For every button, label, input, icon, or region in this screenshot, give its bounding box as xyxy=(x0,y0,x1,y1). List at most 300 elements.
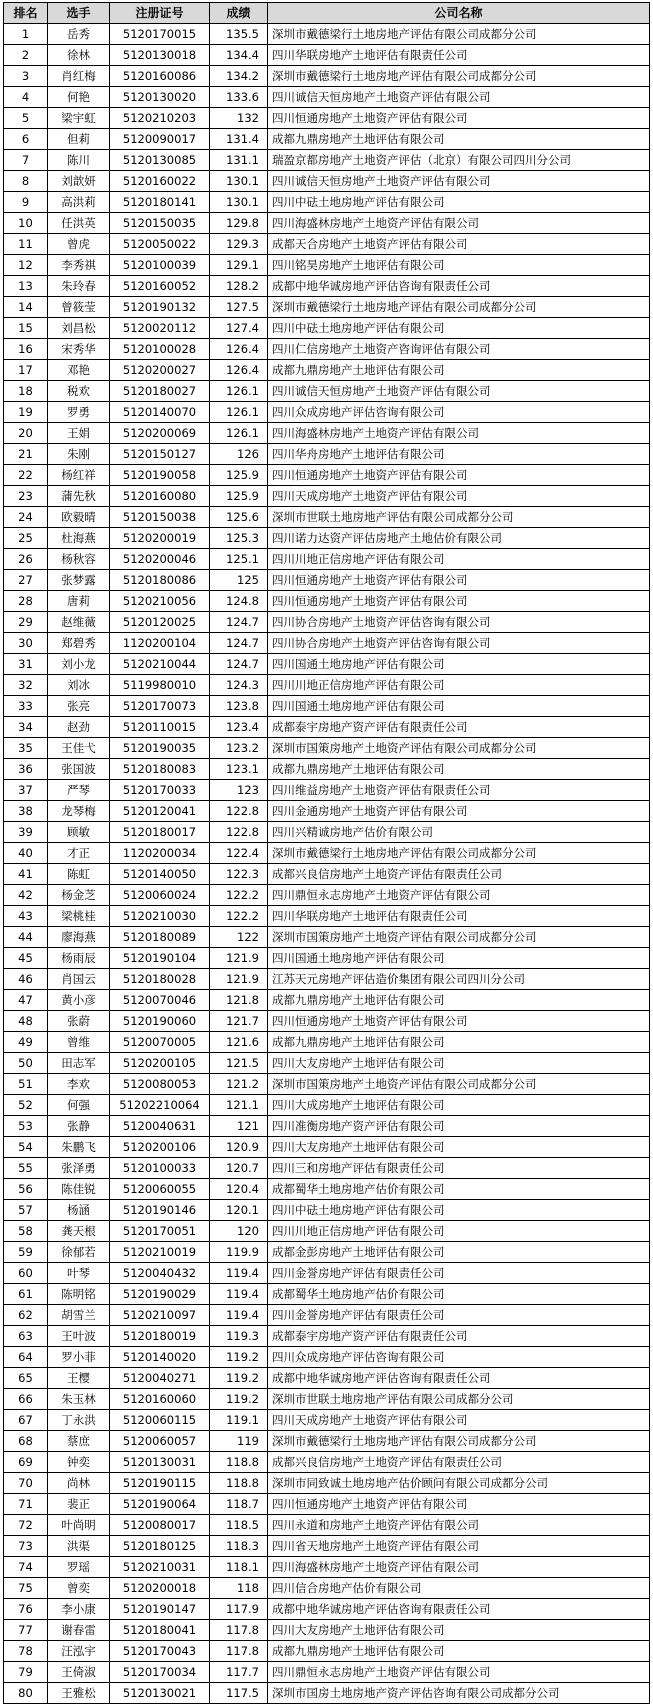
table-row xyxy=(4,1158,650,1179)
rank-cell: 54 xyxy=(4,1137,48,1158)
contestant-cell: 罗勇 xyxy=(48,402,110,423)
table-row xyxy=(4,381,650,402)
score-cell: 134.2 xyxy=(210,66,268,87)
rank-cell: 72 xyxy=(4,1515,48,1536)
contestant-cell: 张国波 xyxy=(48,759,110,780)
registration-number-cell: 5120210030 xyxy=(110,906,210,927)
score-cell: 130.1 xyxy=(210,171,268,192)
table-row xyxy=(4,1578,650,1599)
registration-number-cell: 5120130085 xyxy=(110,150,210,171)
score-cell: 128.2 xyxy=(210,276,268,297)
rank-cell: 10 xyxy=(4,213,48,234)
score-cell: 122.8 xyxy=(210,801,268,822)
table-row xyxy=(4,1011,650,1032)
company-name-cell: 四川鼎恒永志房地产土地资产评估有限公司 xyxy=(268,1662,650,1683)
company-name-cell: 四川川地正信房地产评估有限公司 xyxy=(268,1221,650,1242)
registration-number-cell: 5120160022 xyxy=(110,171,210,192)
table-row xyxy=(4,528,650,549)
table-row xyxy=(4,843,650,864)
contestant-cell: 曾虎 xyxy=(48,234,110,255)
company-name-cell: 成都泰宇房地产资产评估有限责任公司 xyxy=(268,1326,650,1347)
table-row xyxy=(4,927,650,948)
registration-number-cell: 5120200018 xyxy=(110,1578,210,1599)
contestant-cell: 张蔚 xyxy=(48,1011,110,1032)
registration-number-cell: 5120180083 xyxy=(110,759,210,780)
table-row xyxy=(4,1452,650,1473)
company-name-cell: 四川信合房地产估价有限公司 xyxy=(268,1578,650,1599)
score-cell: 126 xyxy=(210,444,268,465)
score-cell: 123.4 xyxy=(210,717,268,738)
score-cell: 126.4 xyxy=(210,360,268,381)
score-cell: 126.1 xyxy=(210,402,268,423)
rank-cell: 50 xyxy=(4,1053,48,1074)
table-row xyxy=(4,444,650,465)
rank-cell: 17 xyxy=(4,360,48,381)
score-cell: 121.1 xyxy=(210,1095,268,1116)
table-row xyxy=(4,633,650,654)
score-cell: 121.6 xyxy=(210,1032,268,1053)
rank-cell: 58 xyxy=(4,1221,48,1242)
score-cell: 135.5 xyxy=(210,24,268,45)
registration-number-cell: 5120190058 xyxy=(110,465,210,486)
table-row xyxy=(4,276,650,297)
score-cell: 119.9 xyxy=(210,1242,268,1263)
rank-cell: 31 xyxy=(4,654,48,675)
contestant-cell: 丁永洪 xyxy=(48,1410,110,1431)
contestant-cell: 杨金芝 xyxy=(48,885,110,906)
rank-cell: 63 xyxy=(4,1326,48,1347)
table-row xyxy=(4,486,650,507)
contestant-cell: 刘小龙 xyxy=(48,654,110,675)
score-cell: 124.8 xyxy=(210,591,268,612)
contestant-cell: 顾敏 xyxy=(48,822,110,843)
company-name-cell: 四川金誉房地产评估有限责任公司 xyxy=(268,1263,650,1284)
contestant-cell: 陈虹 xyxy=(48,864,110,885)
rank-cell: 59 xyxy=(4,1242,48,1263)
registration-number-cell: 5120040432 xyxy=(110,1263,210,1284)
contestant-cell: 龙琴梅 xyxy=(48,801,110,822)
contestant-cell: 朱鹏飞 xyxy=(48,1137,110,1158)
company-name-cell: 深圳市国策房地产土地资产评估有限公司成都分公司 xyxy=(268,1074,650,1095)
score-cell: 121.9 xyxy=(210,948,268,969)
contestant-cell: 唐莉 xyxy=(48,591,110,612)
table-row xyxy=(4,297,650,318)
table-row xyxy=(4,1200,650,1221)
company-name-cell: 四川中砝土地房地产评估有限公司 xyxy=(268,192,650,213)
registration-number-cell: 5120150038 xyxy=(110,507,210,528)
rank-cell: 41 xyxy=(4,864,48,885)
table-row xyxy=(4,990,650,1011)
company-name-cell: 四川恒通房地产土地资产评估有限公司 xyxy=(268,465,650,486)
registration-number-cell: 5120170073 xyxy=(110,696,210,717)
registration-number-cell: 5120160086 xyxy=(110,66,210,87)
header-rank: 排名 xyxy=(4,3,48,24)
contestant-cell: 尚林 xyxy=(48,1473,110,1494)
rank-cell: 18 xyxy=(4,381,48,402)
registration-number-cell: 5120090017 xyxy=(110,129,210,150)
rank-cell: 14 xyxy=(4,297,48,318)
table-row xyxy=(4,1536,650,1557)
registration-number-cell: 5120190035 xyxy=(110,738,210,759)
contestant-cell: 陈川 xyxy=(48,150,110,171)
company-name-cell: 成都金彭房地产土地评估有限公司 xyxy=(268,1242,650,1263)
company-name-cell: 四川金誉房地产评估有限责任公司 xyxy=(268,1305,650,1326)
rank-cell: 32 xyxy=(4,675,48,696)
registration-number-cell: 5120190060 xyxy=(110,1011,210,1032)
company-name-cell: 四川国通土地房地产评估有限公司 xyxy=(268,696,650,717)
table-body xyxy=(4,24,650,1704)
registration-number-cell: 1120200034 xyxy=(110,843,210,864)
contestant-cell: 赵维薇 xyxy=(48,612,110,633)
contestant-cell: 任洪英 xyxy=(48,213,110,234)
contestant-cell: 蔡庶 xyxy=(48,1431,110,1452)
registration-number-cell: 5120080053 xyxy=(110,1074,210,1095)
rank-cell: 69 xyxy=(4,1452,48,1473)
score-cell: 126.1 xyxy=(210,423,268,444)
company-name-cell: 四川恒通房地产土地资产评估有限公司 xyxy=(268,570,650,591)
table-row xyxy=(4,717,650,738)
table-row xyxy=(4,1074,650,1095)
company-name-cell: 四川永道和房地产土地资产评估有限公司 xyxy=(268,1515,650,1536)
rank-cell: 6 xyxy=(4,129,48,150)
company-name-cell: 四川华联房地产土地评估有限责任公司 xyxy=(268,45,650,66)
registration-number-cell: 5120170051 xyxy=(110,1221,210,1242)
rank-cell: 57 xyxy=(4,1200,48,1221)
company-name-cell: 四川华联房地产土地评估有限责任公司 xyxy=(268,906,650,927)
table-row xyxy=(4,1473,650,1494)
registration-number-cell: 5120210056 xyxy=(110,591,210,612)
score-cell: 131.4 xyxy=(210,129,268,150)
rank-cell: 26 xyxy=(4,549,48,570)
table-row xyxy=(4,1599,650,1620)
rank-cell: 52 xyxy=(4,1095,48,1116)
rank-cell: 75 xyxy=(4,1578,48,1599)
contestant-cell: 严琴 xyxy=(48,780,110,801)
registration-number-cell: 5120170015 xyxy=(110,24,210,45)
registration-number-cell: 5120180027 xyxy=(110,381,210,402)
table-row xyxy=(4,318,650,339)
rank-cell: 36 xyxy=(4,759,48,780)
contestant-cell: 曾奕 xyxy=(48,1578,110,1599)
table-row xyxy=(4,1305,650,1326)
score-cell: 131.1 xyxy=(210,150,268,171)
company-name-cell: 四川国通土地房地产评估有限公司 xyxy=(268,654,650,675)
company-name-cell: 成都蜀华土地房地产估价有限公司 xyxy=(268,1284,650,1305)
company-name-cell: 四川协合房地产土地资产评估咨询有限公司 xyxy=(268,612,650,633)
registration-number-cell: 5120190064 xyxy=(110,1494,210,1515)
company-name-cell: 四川大友房地产土地评估有限公司 xyxy=(268,1053,650,1074)
table-row xyxy=(4,570,650,591)
table-row xyxy=(4,696,650,717)
score-cell: 119.4 xyxy=(210,1305,268,1326)
rank-cell: 55 xyxy=(4,1158,48,1179)
company-name-cell: 瑞盈京都房地产土地资产评估（北京）有限公司四川分公司 xyxy=(268,150,650,171)
table-row xyxy=(4,612,650,633)
contestant-cell: 洪渠 xyxy=(48,1536,110,1557)
table-row xyxy=(4,1515,650,1536)
registration-number-cell: 5120160060 xyxy=(110,1389,210,1410)
score-cell: 121 xyxy=(210,1116,268,1137)
company-name-cell: 四川大友房地产土地评估有限公司 xyxy=(268,1620,650,1641)
company-name-cell: 四川海盛林房地产土地资产评估有限公司 xyxy=(268,213,650,234)
table-row xyxy=(4,1557,650,1578)
table-row xyxy=(4,1410,650,1431)
contestant-cell: 刘冰 xyxy=(48,675,110,696)
rank-cell: 53 xyxy=(4,1116,48,1137)
table-row xyxy=(4,1326,650,1347)
header-contestant: 选手 xyxy=(48,3,110,24)
company-name-cell: 四川铭昊房地产土地评估有限公司 xyxy=(268,255,650,276)
rank-cell: 44 xyxy=(4,927,48,948)
registration-number-cell: 5120170043 xyxy=(110,1641,210,1662)
contestant-cell: 王叶波 xyxy=(48,1326,110,1347)
company-name-cell: 四川恒通房地产土地资产评估有限公司 xyxy=(268,1011,650,1032)
rank-cell: 29 xyxy=(4,612,48,633)
table-row xyxy=(4,906,650,927)
score-cell: 121.2 xyxy=(210,1074,268,1095)
contestant-cell: 欧毅晴 xyxy=(48,507,110,528)
contestant-cell: 朱玲春 xyxy=(48,276,110,297)
score-cell: 120.7 xyxy=(210,1158,268,1179)
company-name-cell: 四川诺力达资产评估房地产土地估价有限公司 xyxy=(268,528,650,549)
company-name-cell: 江苏天元房地产评估造价集团有限公司四川分公司 xyxy=(268,969,650,990)
contestant-cell: 但莉 xyxy=(48,129,110,150)
score-cell: 122 xyxy=(210,927,268,948)
score-cell: 130.1 xyxy=(210,192,268,213)
table-row xyxy=(4,192,650,213)
score-cell: 123.2 xyxy=(210,738,268,759)
contestant-cell: 肖国云 xyxy=(48,969,110,990)
rank-cell: 15 xyxy=(4,318,48,339)
score-cell: 119.2 xyxy=(210,1389,268,1410)
score-cell: 117.9 xyxy=(210,1599,268,1620)
company-name-cell: 成都天合房地产土地资产评估有限公司 xyxy=(268,234,650,255)
registration-number-cell: 5120180017 xyxy=(110,822,210,843)
rank-cell: 20 xyxy=(4,423,48,444)
contestant-cell: 岳秀 xyxy=(48,24,110,45)
registration-number-cell: 5120060055 xyxy=(110,1179,210,1200)
table-row xyxy=(4,1221,650,1242)
contestant-cell: 陈佳锐 xyxy=(48,1179,110,1200)
rank-cell: 77 xyxy=(4,1620,48,1641)
score-cell: 118 xyxy=(210,1578,268,1599)
score-cell: 120 xyxy=(210,1221,268,1242)
company-name-cell: 深圳市戴德梁行土地房地产评估有限公司成都分公司 xyxy=(268,297,650,318)
registration-number-cell: 5120180041 xyxy=(110,1620,210,1641)
company-name-cell: 四川诚信天恒房地产土地资产评估有限公司 xyxy=(268,87,650,108)
table-row xyxy=(4,780,650,801)
registration-number-cell: 1120200104 xyxy=(110,633,210,654)
score-cell: 123 xyxy=(210,780,268,801)
contestant-cell: 高洪莉 xyxy=(48,192,110,213)
score-cell: 119.2 xyxy=(210,1347,268,1368)
score-cell: 120.9 xyxy=(210,1137,268,1158)
table-row xyxy=(4,759,650,780)
registration-number-cell: 5120060024 xyxy=(110,885,210,906)
table-row xyxy=(4,213,650,234)
contestant-cell: 张泽勇 xyxy=(48,1158,110,1179)
company-name-cell: 成都兴良信房地产土地资产评估有限责任公司 xyxy=(268,1452,650,1473)
table-row xyxy=(4,66,650,87)
company-name-cell: 四川众成房地产评估咨询有限公司 xyxy=(268,402,650,423)
table-row xyxy=(4,108,650,129)
score-cell: 124.7 xyxy=(210,612,268,633)
company-name-cell: 深圳市戴德梁行土地房地产评估有限公司成都分公司 xyxy=(268,1431,650,1452)
contestant-cell: 徐郁若 xyxy=(48,1242,110,1263)
rank-cell: 40 xyxy=(4,843,48,864)
company-name-cell: 深圳市戴德梁行土地房地产评估有限公司成都分公司 xyxy=(268,24,650,45)
contestant-cell: 李小康 xyxy=(48,1599,110,1620)
company-name-cell: 成都泰宇房地产资产评估有限责任公司 xyxy=(268,717,650,738)
score-cell: 121.8 xyxy=(210,990,268,1011)
rank-cell: 27 xyxy=(4,570,48,591)
rank-cell: 42 xyxy=(4,885,48,906)
contestant-cell: 李秀祺 xyxy=(48,255,110,276)
contestant-cell: 王佳弋 xyxy=(48,738,110,759)
registration-number-cell: 5120200106 xyxy=(110,1137,210,1158)
company-name-cell: 成都蜀华土地房地产估价有限公司 xyxy=(268,1179,650,1200)
score-cell: 119.2 xyxy=(210,1368,268,1389)
registration-number-cell: 5120140020 xyxy=(110,1347,210,1368)
score-cell: 117.5 xyxy=(210,1683,268,1704)
registration-number-cell: 5120150127 xyxy=(110,444,210,465)
contestant-cell: 叶琴 xyxy=(48,1263,110,1284)
registration-number-cell: 5120190104 xyxy=(110,948,210,969)
contestant-cell: 肖红梅 xyxy=(48,66,110,87)
table-row xyxy=(4,675,650,696)
registration-number-cell: 5119980010 xyxy=(110,675,210,696)
company-name-cell: 四川省天地房地产土地资产评估有限公司 xyxy=(268,1536,650,1557)
registration-number-cell: 5120070046 xyxy=(110,990,210,1011)
registration-number-cell: 5120210044 xyxy=(110,654,210,675)
company-name-cell: 四川华舟房地产土地评估有限公司 xyxy=(268,444,650,465)
company-name-cell: 四川兴精诚房地产估价有限公司 xyxy=(268,822,650,843)
score-cell: 117.7 xyxy=(210,1662,268,1683)
table-row xyxy=(4,1053,650,1074)
contestant-cell: 蒲先秋 xyxy=(48,486,110,507)
table-row xyxy=(4,129,650,150)
ranking-sheet xyxy=(3,2,650,1704)
contestant-cell: 朱玉林 xyxy=(48,1389,110,1410)
registration-number-cell: 5120180028 xyxy=(110,969,210,990)
rank-cell: 45 xyxy=(4,948,48,969)
contestant-cell: 罗瑶 xyxy=(48,1557,110,1578)
registration-number-cell: 5120060115 xyxy=(110,1410,210,1431)
score-cell: 120.4 xyxy=(210,1179,268,1200)
rank-cell: 66 xyxy=(4,1389,48,1410)
contestant-cell: 王樱 xyxy=(48,1368,110,1389)
company-name-cell: 深圳市世联土地房地产评估有限公司成都分公司 xyxy=(268,1389,650,1410)
score-cell: 133.6 xyxy=(210,87,268,108)
table-row xyxy=(4,801,650,822)
rank-cell: 16 xyxy=(4,339,48,360)
rank-cell: 21 xyxy=(4,444,48,465)
rank-cell: 33 xyxy=(4,696,48,717)
contestant-cell: 杨涵 xyxy=(48,1200,110,1221)
score-cell: 129.8 xyxy=(210,213,268,234)
score-cell: 117.8 xyxy=(210,1641,268,1662)
table-row xyxy=(4,402,650,423)
contestant-cell: 杨雨辰 xyxy=(48,948,110,969)
contestant-cell: 徐林 xyxy=(48,45,110,66)
rank-cell: 11 xyxy=(4,234,48,255)
contestant-cell: 裴正 xyxy=(48,1494,110,1515)
table-row xyxy=(4,1683,650,1704)
rank-cell: 2 xyxy=(4,45,48,66)
contestant-cell: 王雅松 xyxy=(48,1683,110,1704)
registration-number-cell: 5120140070 xyxy=(110,402,210,423)
company-name-cell: 深圳市国策房地产土地资产评估有限公司成都分公司 xyxy=(268,738,650,759)
score-cell: 121.9 xyxy=(210,969,268,990)
registration-number-cell: 5120160052 xyxy=(110,276,210,297)
table-row xyxy=(4,1116,650,1137)
company-name-cell: 成都九鼎房地产土地评估有限公司 xyxy=(268,759,650,780)
score-cell: 118.8 xyxy=(210,1452,268,1473)
score-cell: 123.1 xyxy=(210,759,268,780)
registration-number-cell: 5120170033 xyxy=(110,780,210,801)
score-cell: 129.1 xyxy=(210,255,268,276)
company-name-cell: 四川三和房地产评估有限责任公司 xyxy=(268,1158,650,1179)
rank-cell: 51 xyxy=(4,1074,48,1095)
contestant-cell: 才正 xyxy=(48,843,110,864)
contestant-cell: 宋秀华 xyxy=(48,339,110,360)
registration-number-cell: 5120200027 xyxy=(110,360,210,381)
table-row xyxy=(4,948,650,969)
contestant-cell: 王娟 xyxy=(48,423,110,444)
table-row xyxy=(4,1494,650,1515)
registration-number-cell: 5120080017 xyxy=(110,1515,210,1536)
rank-cell: 7 xyxy=(4,150,48,171)
ranking-table xyxy=(3,2,650,1704)
registration-number-cell: 5120180086 xyxy=(110,570,210,591)
registration-number-cell: 5120120041 xyxy=(110,801,210,822)
score-cell: 126.1 xyxy=(210,381,268,402)
contestant-cell: 龚天根 xyxy=(48,1221,110,1242)
table-row xyxy=(4,1431,650,1452)
header-registration-number: 注册证号 xyxy=(110,3,210,24)
rank-cell: 19 xyxy=(4,402,48,423)
table-row xyxy=(4,507,650,528)
rank-cell: 5 xyxy=(4,108,48,129)
table-row xyxy=(4,255,650,276)
company-name-cell: 成都九鼎房地产土地评估有限公司 xyxy=(268,1641,650,1662)
table-row xyxy=(4,1641,650,1662)
rank-cell: 34 xyxy=(4,717,48,738)
registration-number-cell: 5120100039 xyxy=(110,255,210,276)
table-row xyxy=(4,549,650,570)
contestant-cell: 杜海燕 xyxy=(48,528,110,549)
score-cell: 119.3 xyxy=(210,1326,268,1347)
registration-number-cell: 5120120025 xyxy=(110,612,210,633)
table-row xyxy=(4,885,650,906)
rank-cell: 23 xyxy=(4,486,48,507)
registration-number-cell: 5120150035 xyxy=(110,213,210,234)
rank-cell: 68 xyxy=(4,1431,48,1452)
contestant-cell: 陈明铭 xyxy=(48,1284,110,1305)
rank-cell: 43 xyxy=(4,906,48,927)
score-cell: 134.4 xyxy=(210,45,268,66)
rank-cell: 76 xyxy=(4,1599,48,1620)
table-row xyxy=(4,969,650,990)
company-name-cell: 四川仁信房地产土地资产咨询评估有限公司 xyxy=(268,339,650,360)
table-row xyxy=(4,1368,650,1389)
table-row xyxy=(4,1347,650,1368)
registration-number-cell: 5120140050 xyxy=(110,864,210,885)
registration-number-cell: 5120040631 xyxy=(110,1116,210,1137)
company-name-cell: 四川大成房地产土地评估有限公司 xyxy=(268,1095,650,1116)
score-cell: 122.2 xyxy=(210,885,268,906)
table-row xyxy=(4,738,650,759)
